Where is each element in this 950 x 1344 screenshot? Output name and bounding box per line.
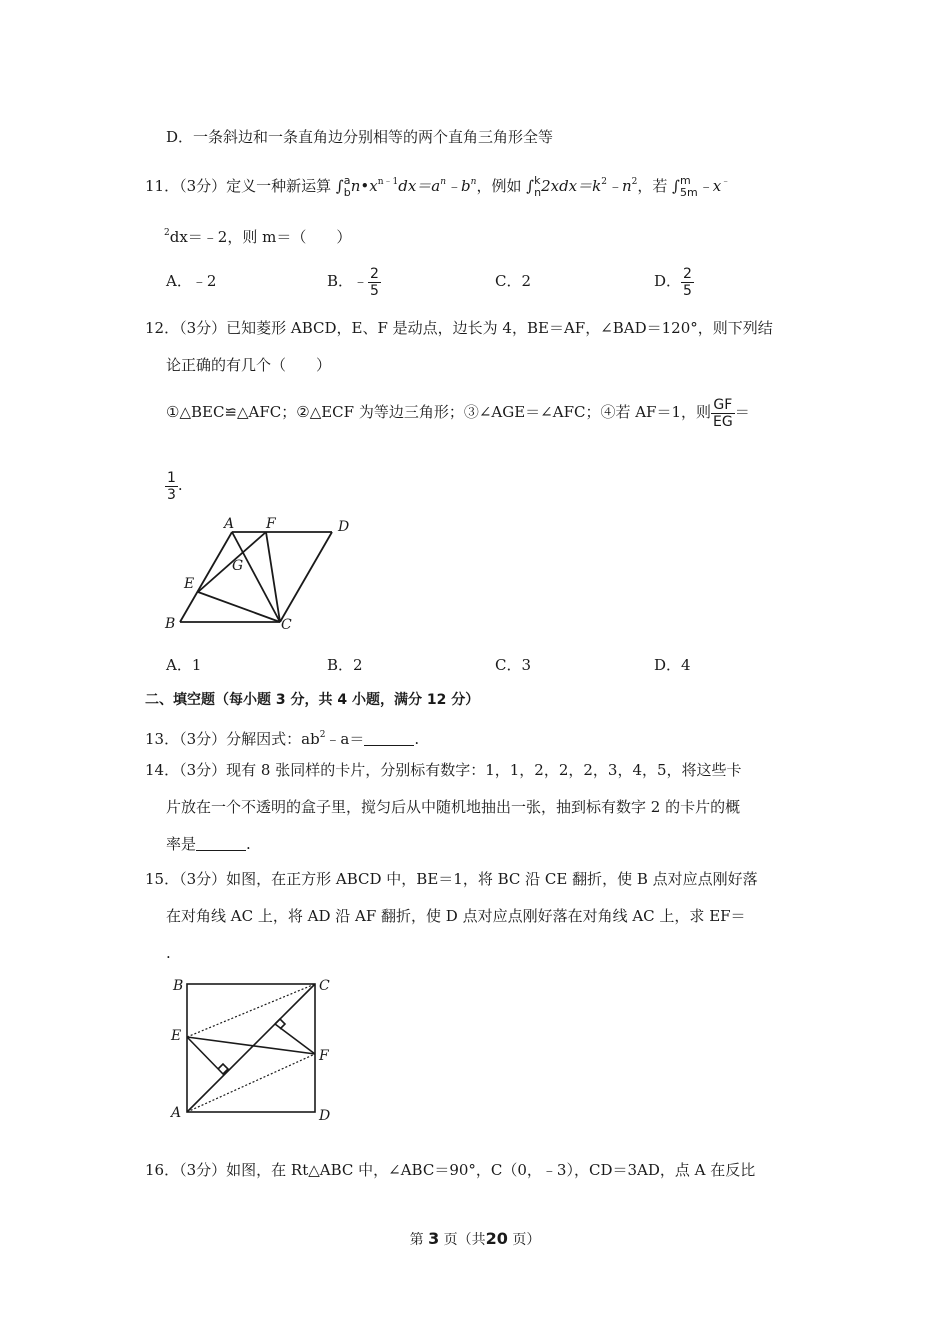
q14-stem-line1: 14．（3分）现有 8 张同样的卡片，分别标有数字：1，1，2，2，2，3，4，5，将这些卡: [145, 761, 742, 779]
fig15-label-a: A: [171, 1105, 182, 1121]
fig15-label-b: B: [173, 978, 184, 994]
q12-stem-line2: 论正确的有几个（ ）: [166, 356, 332, 374]
q15-square-figure: [165, 972, 345, 1124]
q16-stem-line1: 16．（3分）如图，在 Rt△ABC 中，∠ABC＝90°，C（0，﹣3），CD＝3AD，点 A 在反比: [145, 1161, 756, 1179]
integral-bounds-2: k n: [534, 174, 542, 199]
q15-stem-line1: 15．（3分）如图，在正方形 ABCD 中，BE＝1，将 BC 沿 CE 翻折，使 B 点对应点刚好落: [145, 870, 758, 888]
q11-option-c: C．2: [495, 272, 532, 290]
q12-option-c: C．3: [495, 656, 532, 674]
q12-fraction-gf-eg: $\frac{GF}{EG}$: [713, 396, 733, 430]
q11-option-b: B．﹣ $\frac{2}{5}$: [327, 265, 379, 299]
page-footer: 第 3 页（共20 页）: [409, 1229, 541, 1248]
q12-stem-line3: ①△BEC≌△AFC；②△ECF 为等边三角形；③∠AGE＝∠AFC；④若 AF＝1，则 $\frac{GF}{EG}$ ＝: [166, 396, 750, 430]
q14-stem-line2: 片放在一个不透明的盒子里，搅匀后从中随机地抽出一张，抽到标有数字 2 的卡片的概: [166, 798, 741, 816]
q13-stem: 13．（3分）分解因式：$ab^2﹣a=$ .: [145, 730, 420, 748]
fig12-label-c: C: [281, 617, 292, 633]
fig12-label-b: B: [165, 616, 176, 632]
integral-bounds-3: m 5m: [679, 174, 698, 199]
q14-answer-blank: [196, 836, 246, 851]
q13-answer-blank: [364, 731, 414, 746]
q12-stem-line1: 12．（3分）已知菱形 ABCD，E、F 是动点，边长为 4，BE＝AF，∠BAD＝120°，则下列结: [145, 319, 773, 337]
fig12-label-a: A: [224, 516, 235, 532]
fig15-label-c: C: [319, 978, 330, 994]
q12-stem-line4: $\frac{1}{3}$ .: [167, 469, 183, 503]
q15-stem-line3: .: [166, 944, 171, 962]
fig12-label-f: F: [266, 516, 276, 532]
q12-option-a: A．1: [166, 656, 202, 674]
fig15-label-e: E: [171, 1028, 182, 1044]
q10-option-d: D．一条斜边和一条直角边分别相等的两个直角三角形全等: [166, 128, 554, 146]
q14-stem-line3: 率是 .: [166, 835, 251, 853]
fig12-label-d: D: [338, 519, 350, 535]
fig15-label-d: D: [319, 1108, 331, 1124]
integral-bounds-1: a b: [343, 174, 351, 199]
integral-sign-1: ∫: [335, 177, 344, 195]
q12-option-d: D．4: [654, 656, 691, 674]
q11-option-a: A．﹣2: [166, 272, 217, 290]
page-total: 20: [485, 1229, 508, 1248]
fig12-label-e: E: [184, 576, 195, 592]
q11-number: 11．（3分）定义一种新运算: [145, 177, 332, 195]
q11-stem-line1: 11．（3分）定义一种新运算 ∫ a b $n•x^{n﹣1}dx=a^n﹣b^n$，例如 ∫ k n $2xdx=k^2﹣n^2$，若 ∫ m 5m ﹣x﹣: [145, 174, 731, 199]
fig12-label-g: G: [232, 558, 244, 574]
q11-stem-line2: $^2$dx＝﹣2，则 m＝（ ）: [164, 228, 352, 246]
q15-stem-line2: 在对角线 AC 上，将 AD 沿 AF 翻折，使 D 点对应点刚好落在对角线 AC 上，求 EF＝: [166, 907, 746, 925]
q11-option-d: D． $\frac{2}{5}$: [654, 265, 692, 299]
q12-option-b: B．2: [327, 656, 363, 674]
section-2-title: 二、填空题（每小题 3 分，共 4 小题，满分 12 分）: [145, 692, 480, 708]
page-number: 3: [428, 1229, 440, 1248]
q12-rhombus-figure: [160, 512, 360, 634]
integral-sign-3: ∫: [672, 177, 680, 195]
fig15-label-f: F: [319, 1048, 329, 1064]
integral-sign-2: ∫: [526, 177, 535, 195]
